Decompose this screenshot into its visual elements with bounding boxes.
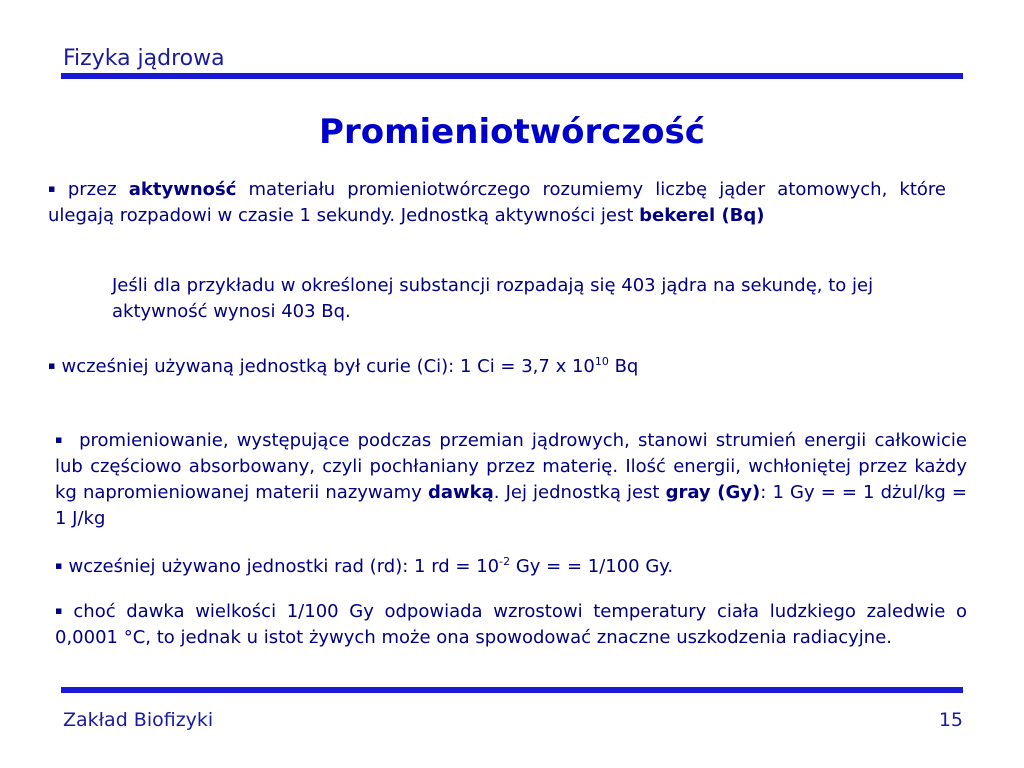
paragraph-curie — [48, 353, 946, 380]
bullet-icon: ▪ — [48, 359, 56, 372]
slide-title: Promieniotwórczość — [319, 112, 705, 152]
text: wcześniej używano jednostki rad (rd): 1 rd = 10 — [68, 556, 500, 577]
text: przez — [67, 179, 129, 200]
header-divider — [61, 73, 963, 79]
bullet-icon: ▪ — [55, 559, 63, 572]
term-becquerel: bekerel (Bq) — [639, 205, 765, 226]
text: Gy = = 1/100 Gy. — [510, 556, 674, 577]
text: materiału promieniotwórczego rozumiemy liczbę jąder atomowych, które ulegają rozpadowi w czasie 1 sekundy. Jednostką aktywności jest — [48, 179, 946, 226]
header-title: Fizyka jądrowa — [63, 46, 225, 71]
page-number: 15 — [938, 709, 963, 731]
text: choć dawka wielkości 1/100 Gy odpowiada wzrostowi temperatury ciała ludzkiego zaledwie o 0,0001 °C, to jednak u istot żywych może ona spowodować znaczne uszkodzenia radiacyjne. — [55, 601, 967, 648]
bullet-icon: ▪ — [55, 433, 65, 446]
bullet-icon: ▪ — [55, 604, 68, 617]
paragraph-dose — [55, 427, 967, 532]
footer-institution: Zakład Biofizyki — [63, 709, 214, 731]
paragraph-activity — [48, 176, 946, 229]
term-activity: aktywność — [128, 179, 237, 200]
term-gray: gray (Gy) — [665, 482, 761, 503]
text: Bq — [608, 356, 639, 377]
footer-divider — [61, 687, 963, 693]
term-dose: dawką — [427, 482, 494, 503]
text: promieniowanie, występujące podczas przemian jądrowych, stanowi strumień energii całkowicie lub częściowo absorbowany, czyli pochłaniany przez materię. Ilość energii, wchłoniętej przez każdy kg napromieniowanej materii nazywamy — [55, 430, 967, 503]
paragraph-effects — [55, 598, 967, 651]
exponent: -2 — [499, 555, 511, 568]
exponent: 10 — [594, 355, 609, 368]
bullet-icon: ▪ — [48, 182, 62, 195]
text: . Jej jednostką jest — [493, 482, 666, 503]
text: wcześniej używaną jednostką był curie (Ci): 1 Ci = 3,7 x 10 — [61, 356, 595, 377]
text: : 1 Gy = = 1 dżul/kg = 1 J/kg — [55, 482, 967, 529]
paragraph-example: Jeśli dla przykładu w określonej substancji rozpadają się 403 jądra na sekundę, to jej aktywność wynosi 403 Bq. — [112, 275, 874, 322]
paragraph-rad — [55, 553, 967, 580]
